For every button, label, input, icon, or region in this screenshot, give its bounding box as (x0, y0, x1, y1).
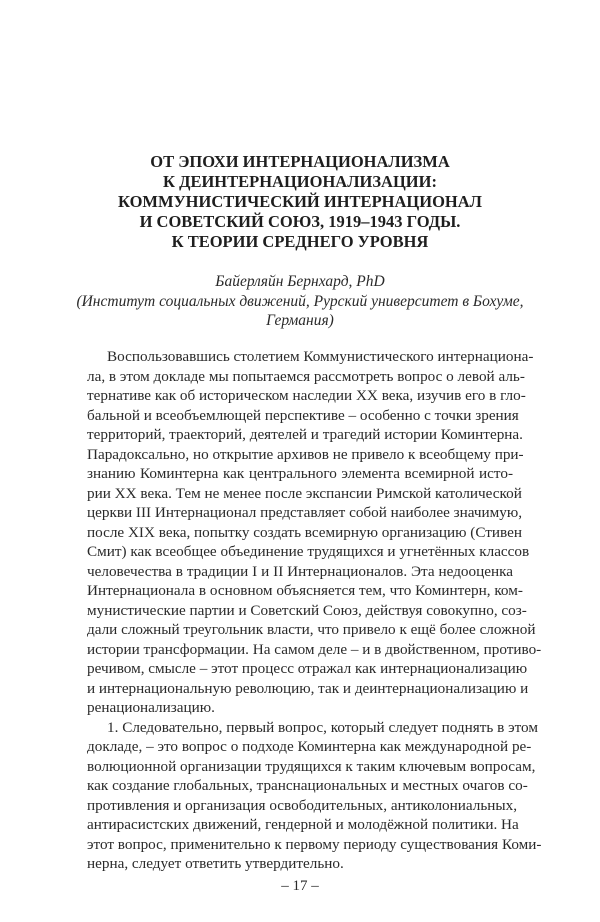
text-line: рии XX века. Тем не менее после экспансии Римской католической (87, 484, 522, 502)
text-line: Смит) как всеобщее объединение трудящихся и угнетённых классов (87, 543, 530, 560)
text-line: Воспользовавшись столетием Коммунистического интернациона- (107, 348, 534, 365)
paragraph (87, 718, 542, 874)
text-line: этот вопрос, применительно к первому периоду существования Коми- (87, 835, 542, 853)
text-line: дали сложный треугольник власти, что привело к ещё более сложной (87, 621, 536, 638)
author-affiliation-line: Германия) (266, 312, 334, 329)
title-line: К ТЕОРИИ СРЕДНЕГО УРОВНЯ (171, 232, 429, 251)
text-line: территорий, траекторий, деятелей и трагедий истории Коминтерна. (87, 426, 523, 443)
article-body (87, 347, 542, 874)
paragraph (87, 347, 542, 718)
text-line: истории трансформации. На самом деле – и в двойственном, противо- (87, 640, 542, 658)
text-line: 1. Следовательно, первый вопрос, который следует поднять в этом (107, 718, 538, 736)
author-name: Байерляйн Бернхард, PhD (215, 273, 385, 290)
text-line: ла, в этом докладе мы попытаемся рассмотреть вопрос о левой аль- (87, 367, 525, 385)
text-line: Парадоксально, но открытие архивов не привело к всеобщему при- (87, 445, 524, 463)
text-line: и интернациональную революцию, так и деинтернационализацию и (87, 679, 529, 697)
article-title (0, 152, 600, 252)
text-line: человечества в традиции I и II Интернационалов. Эта недооценка (87, 562, 513, 580)
text-line: противления и организация освободительных, антиколониальных, (87, 796, 518, 814)
text-line: знанию Коминтерна как центрального элемента всемирной исто- (87, 465, 513, 482)
text-line: как создание глобальных, транснациональных и местных очагов со- (87, 777, 528, 794)
text-line: речивом, смысле – этот процесс отражал как интернационализацию (87, 660, 528, 677)
text-line: тернативе как об историческом наследии XX века, изучив его в гло- (87, 387, 526, 404)
page-number: – 17 – (281, 878, 319, 894)
text-line: после XIX века, попытку создать всемирную организацию (Стивен (87, 523, 522, 541)
title-line: К ДЕИНТЕРНАЦИОНАЛИЗАЦИИ: (163, 172, 437, 191)
author-block (0, 272, 600, 331)
title-line: КОММУНИСТИЧЕСКИЙ ИНТЕРНАЦИОНАЛ (118, 192, 482, 211)
text-line: антирасистских движений, гендерной и молодёжной политики. На (87, 816, 519, 833)
text-line: бальной и всеобъемлющей перспективе – особенно с точки зрения (87, 406, 519, 424)
title-line: ОТ ЭПОХИ ИНТЕРНАЦИОНАЛИЗМА (150, 152, 450, 171)
text-line: Интернационала в основном объясняется тем, что Коминтерн, ком- (87, 582, 523, 599)
text-line: докладе, – это вопрос о подходе Коминтерна как международной ре- (87, 738, 532, 755)
text-line: мунистические партии и Советский Союз, действуя совокупно, соз- (87, 601, 527, 619)
title-line: И СОВЕТСКИЙ СОЮЗ, 1919–1943 ГОДЫ. (139, 212, 461, 231)
text-line: нерна, следует ответить утвердительно. (87, 855, 344, 872)
text-line: церкви III Интернационал представляет собой наиболее значимую, (87, 504, 523, 521)
author-affiliation-line: (Институт социальных движений, Рурский университет в Бохуме, (76, 292, 524, 310)
text-line: ренационализацию. (87, 699, 215, 716)
text-line: волюционной организации трудящихся к таким ключевым вопросам, (87, 757, 536, 775)
